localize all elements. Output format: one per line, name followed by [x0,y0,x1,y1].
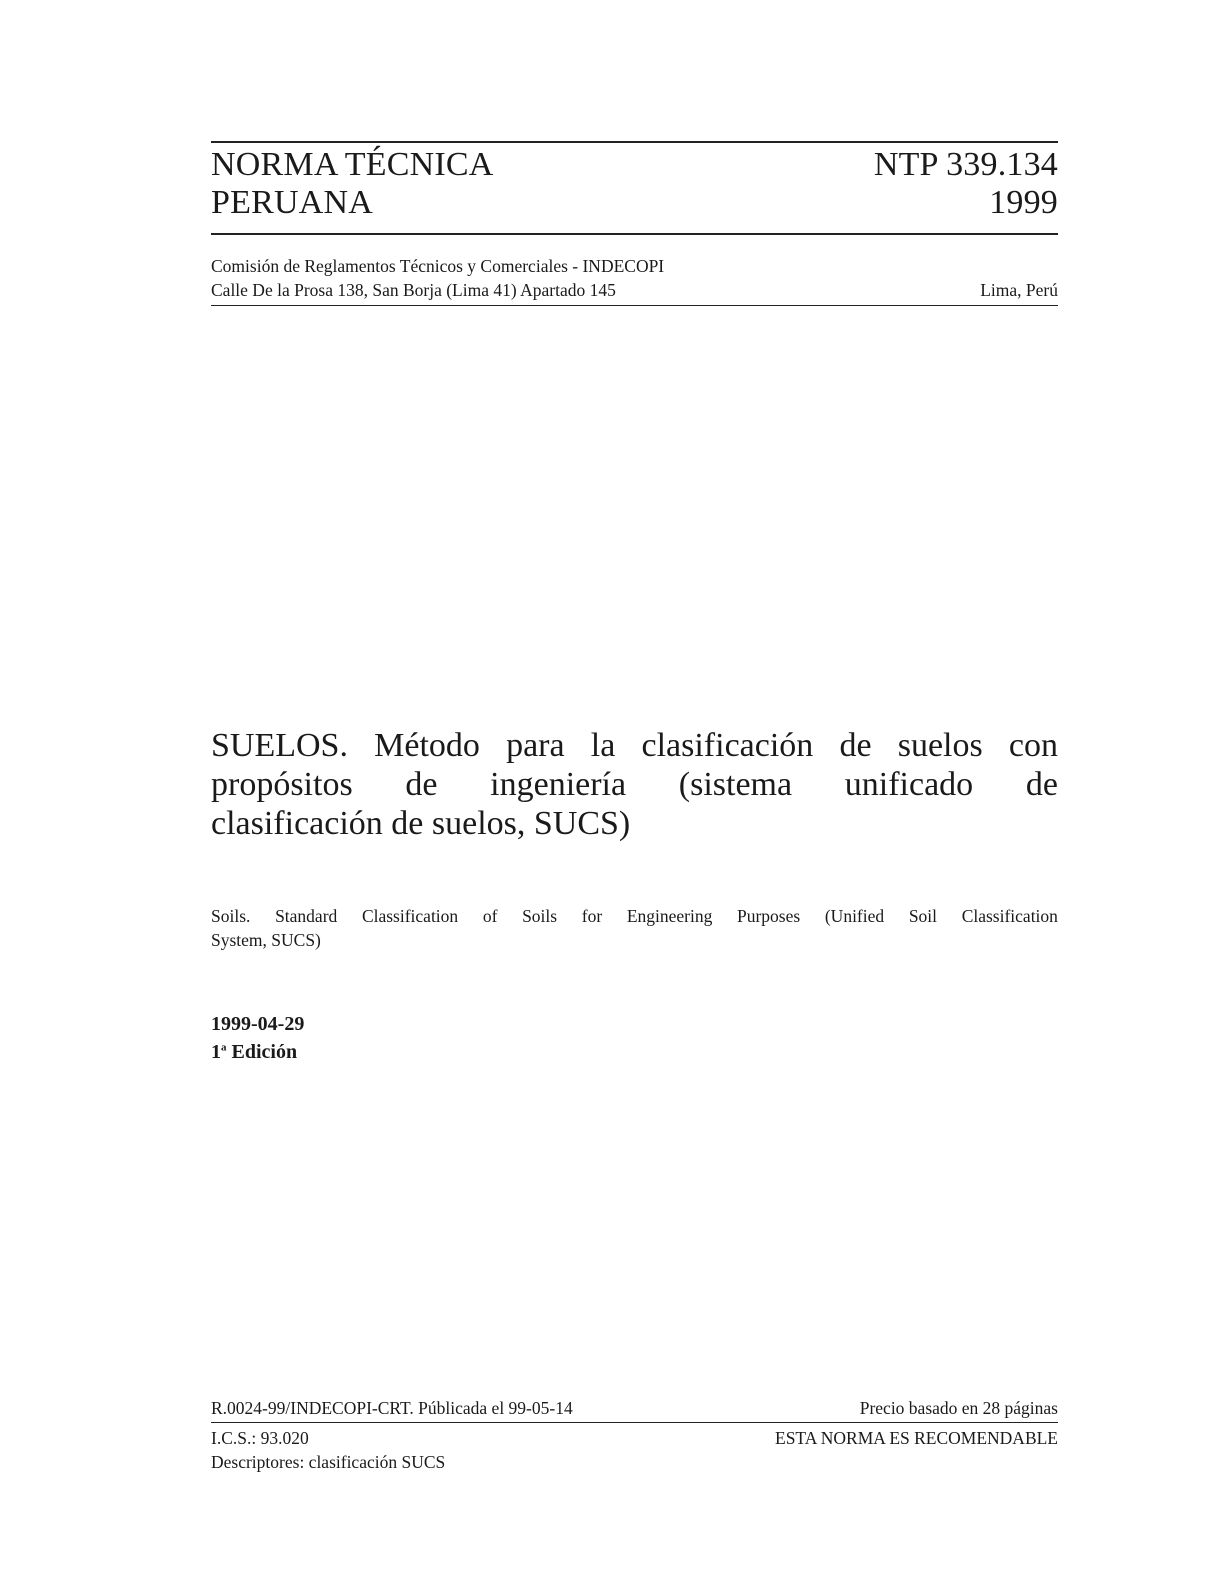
header-top-rule [211,141,1058,143]
title-line-1-word: la [590,727,616,764]
standard-code: NTP 339.134 [873,146,1058,183]
english-title-line-2: System, SUCS) [211,930,321,950]
english-title-line-1-word: Soils. [211,906,251,926]
title-line-2-word: propósitos [211,766,353,803]
title-line-2 [211,765,1058,804]
title-line-1-word: clasificación [641,727,814,764]
organization-address: Calle De la Prosa 138, San Borja (Lima 41) Apartado 145 [211,280,616,300]
title-line-1-word: suelos [897,727,983,764]
english-title-line-1-word: Soil [908,906,938,926]
edition-number-value: 1 [211,1041,221,1063]
title-line-2-word: (sistema [678,766,793,803]
english-title-line-1-word: Standard [275,906,338,926]
organization-location: Lima, Perú [980,280,1058,300]
english-title-line-1-word: Soils [522,906,558,926]
standard-name-line2: PERUANA [211,184,373,221]
organization-info [211,254,1058,304]
ics-code: I.C.S.: 93.020 [211,1428,309,1448]
header-bottom-rule [211,233,1058,235]
english-title-line-1-word: Engineering [626,906,713,926]
title-line-1-word: para [506,727,565,764]
approval-date: 1999-04-29 [211,1013,305,1035]
document-title [211,726,1058,843]
english-title [211,904,1058,952]
footer-classification [211,1426,1058,1476]
title-line-1-word: de [839,727,872,764]
edition-label: Edición [231,1041,298,1063]
title-line-1-word: con [1008,727,1058,764]
price-note: Precio basado en 28 páginas [859,1398,1058,1418]
edition-block [211,1010,304,1066]
standard-name-line1: NORMA TÉCNICA [211,146,494,183]
edition-label-line [211,1038,304,1066]
english-title-line-1 [211,904,1058,928]
english-title-line-1-word: Classification [361,906,459,926]
english-title-line-1-word: (Unified [824,906,885,926]
title-line-2-word: unificado [844,766,974,803]
edition-number [211,1041,227,1063]
document-header [211,146,1058,228]
title-line-2-word: de [1025,766,1058,803]
title-line-1-word: SUELOS. [211,727,348,764]
resolution-reference: R.0024-99/INDECOPI-CRT. Públicada el 99-05-14 [211,1398,573,1418]
english-title-line-1-word: for [581,906,603,926]
standard-code-block [874,146,1058,222]
title-line-3: clasificación de suelos, SUCS) [211,805,631,842]
english-title-line-1-word: Purposes [737,906,801,926]
english-title-line-1-word: Classification [961,906,1058,926]
descriptors: Descriptores: clasificación SUCS [211,1452,446,1472]
commission-name: Comisión de Reglamentos Técnicos y Comerciales - INDECOPI [211,256,665,276]
title-line-2-word: ingeniería [490,766,627,803]
footer-publication-row [211,1396,1058,1420]
edition-number-superscript: a [221,1041,227,1054]
title-line-1 [211,726,1058,765]
english-title-line-1-word: of [482,906,498,926]
title-line-1-word: Método [374,727,480,764]
organization-rule [211,305,1058,306]
standard-year: 1999 [989,184,1058,221]
footer-rule [211,1422,1058,1423]
recommendation-status: ESTA NORMA ES RECOMENDABLE [775,1428,1058,1448]
title-line-2-word: de [405,766,438,803]
standard-name [211,146,494,222]
